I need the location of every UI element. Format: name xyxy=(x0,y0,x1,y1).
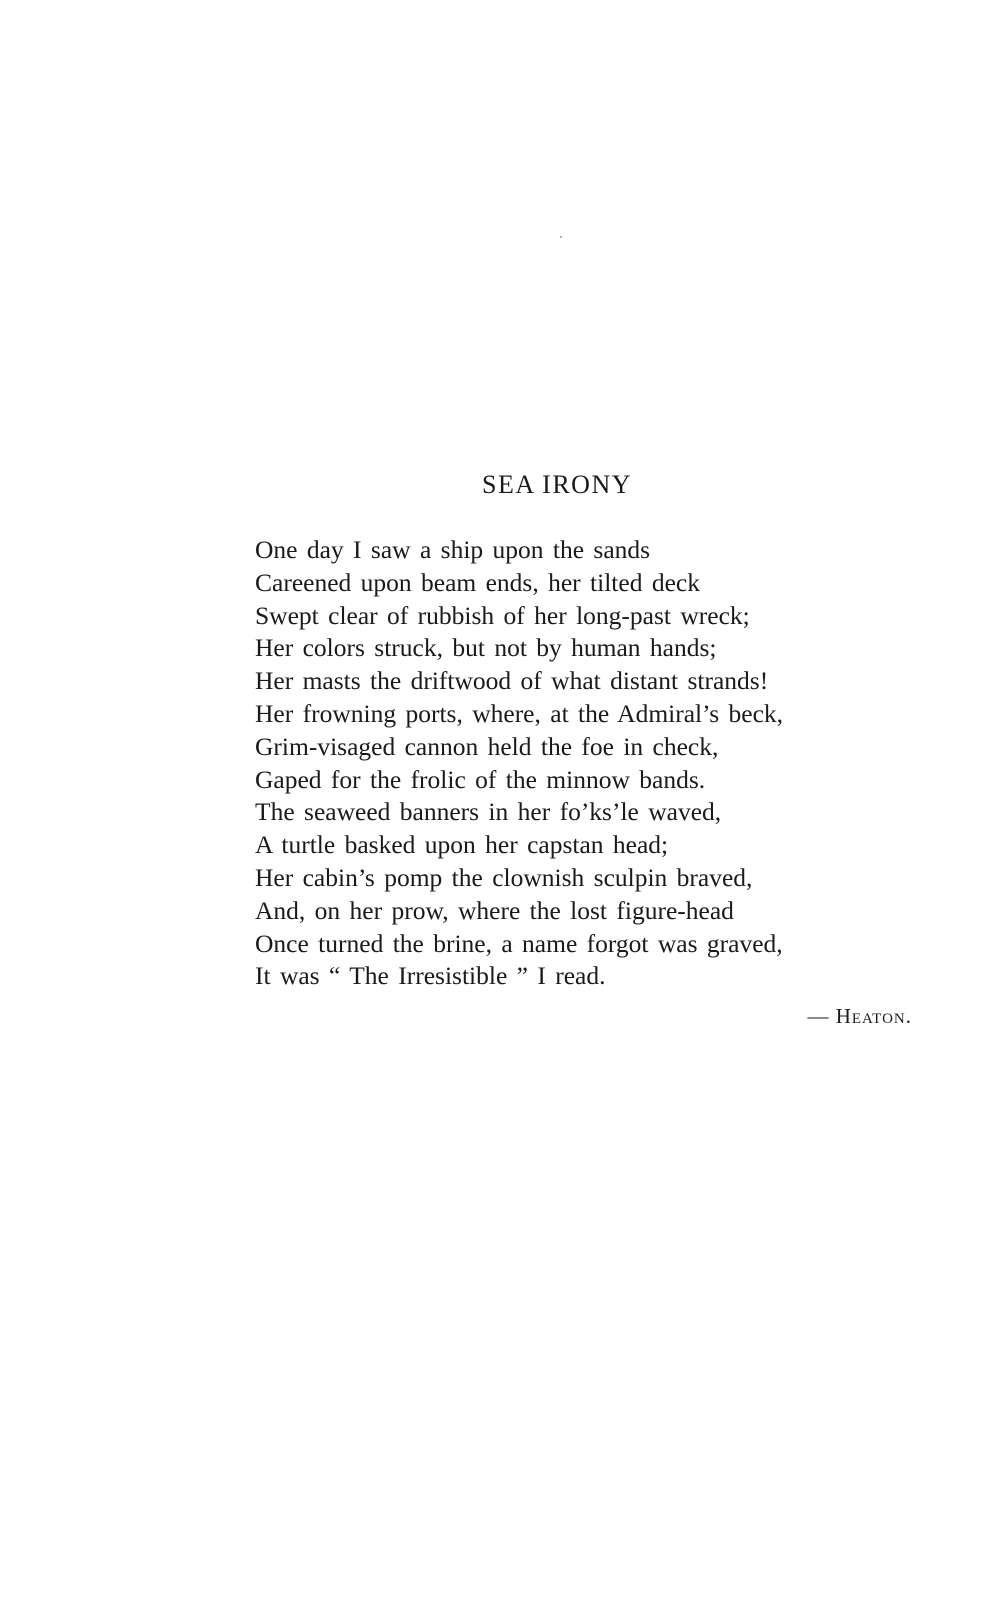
poem-line: One day I saw a ship upon the sands xyxy=(255,535,651,564)
poem-line: Gaped for the frolic of the minnow bands. xyxy=(255,764,706,794)
poem-line: Her colors struck, but not by human hands; xyxy=(255,633,717,663)
poem-line: And, on her prow, where the lost figure-head xyxy=(255,895,734,925)
print-speck xyxy=(560,236,562,238)
poem-line: It was “ The Irresistible ” I read. xyxy=(255,961,606,991)
poem-line: Swept clear of rubbish of her long-past wreck; xyxy=(255,600,750,630)
poem-line: Careened upon beam ends, her tilted deck xyxy=(255,567,700,597)
poem-line: A turtle basked upon her capstan head; xyxy=(255,830,669,860)
poem-line: Her frowning ports, where, at the Admiral’s beck, xyxy=(255,698,784,728)
poem-attribution: — Heaton. xyxy=(807,1004,912,1028)
poem-body xyxy=(255,534,915,993)
poem-line: Her masts the driftwood of what distant strands! xyxy=(255,666,769,696)
poem-title: SEA IRONY xyxy=(481,470,632,499)
poem-line: Once turned the brine, a name forgot was graved, xyxy=(255,928,783,958)
poem-line: Grim-visaged cannon held the foe in check, xyxy=(255,731,719,761)
poem-line: The seaweed banners in her fo’ks’le waved, xyxy=(255,797,722,827)
poem-line: Her cabin’s pomp the clownish sculpin braved, xyxy=(255,862,753,892)
